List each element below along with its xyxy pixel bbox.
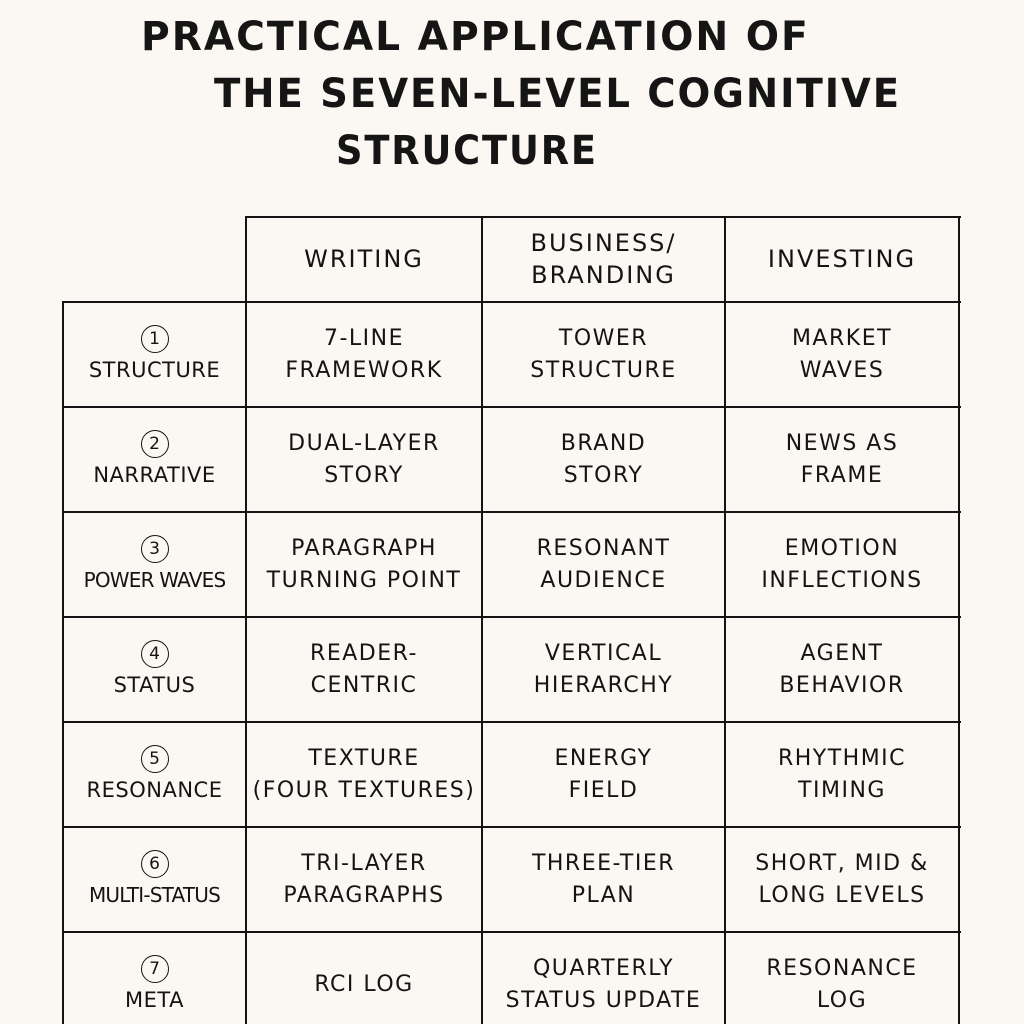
level-name: POWER WAVES	[83, 568, 226, 592]
table-cell	[246, 407, 482, 512]
level-number-badge: 1	[141, 325, 169, 353]
cell-text: FRAME	[800, 462, 884, 488]
row-header	[63, 617, 246, 722]
cell-text: RCI LOG	[314, 971, 414, 997]
table-cell	[725, 827, 959, 932]
cell-text: RHYTHMIC	[777, 745, 907, 771]
cell-text: 7-LINE	[323, 325, 405, 351]
cell-text: STRUCTURE	[530, 357, 677, 383]
table-cell	[725, 302, 959, 407]
table-cell	[725, 512, 959, 617]
cell-text: STORY	[324, 462, 404, 488]
title-line-2: THE SEVEN-LEVEL COGNITIVE	[214, 71, 902, 117]
level-number-badge: 6	[141, 850, 169, 878]
cell-text: VERTICAL	[544, 640, 663, 666]
row-header	[63, 722, 246, 827]
level-name: RESONANCE	[86, 778, 223, 802]
cell-text: HIERARCHY	[533, 672, 674, 698]
column-header	[725, 216, 959, 302]
table-cell	[482, 617, 725, 722]
cell-text: (FOUR TEXTURES)	[252, 777, 476, 803]
title-line-1: PRACTICAL APPLICATION OF	[141, 14, 810, 60]
table-cell	[246, 932, 482, 1024]
cell-text: PLAN	[571, 882, 636, 908]
title-line-3: STRUCTURE	[336, 128, 598, 174]
cell-text: PARAGRAPH	[291, 535, 437, 561]
table-cell	[246, 512, 482, 617]
level-number-badge: 3	[141, 535, 169, 563]
table-cell	[246, 722, 482, 827]
cell-text: EMOTION	[784, 535, 900, 561]
cell-text: LONG LEVELS	[758, 882, 926, 908]
table-cell	[725, 407, 959, 512]
level-name: MULTI-STATUS	[88, 883, 221, 907]
cell-text: BEHAVIOR	[779, 672, 905, 698]
cell-text: SHORT, MID &	[755, 850, 929, 876]
cell-text: TURNING POINT	[266, 567, 462, 593]
column-header-text: BRANDING	[531, 261, 676, 289]
cell-text: QUARTERLY	[532, 955, 675, 981]
table-cell	[246, 827, 482, 932]
table-cell	[482, 512, 725, 617]
row-header	[63, 302, 246, 407]
cell-text: THREE-TIER	[531, 850, 676, 876]
cell-text: LOG	[816, 987, 868, 1013]
cell-text: DUAL-LAYER	[288, 430, 440, 456]
cell-text: TOWER	[558, 325, 649, 351]
column-header-text: WRITING	[304, 245, 424, 273]
cell-text: MARKET	[791, 325, 893, 351]
level-name: STATUS	[113, 673, 196, 697]
table-cell	[725, 617, 959, 722]
table-cell	[246, 302, 482, 407]
column-header-text: INVESTING	[767, 245, 917, 273]
table-cell	[482, 722, 725, 827]
level-number-badge: 4	[141, 640, 169, 668]
cell-text: FRAMEWORK	[285, 357, 443, 383]
table-cell	[725, 722, 959, 827]
cell-text: TIMING	[798, 777, 886, 803]
cell-text: BRAND	[560, 430, 647, 456]
cell-text: CENTRIC	[310, 672, 418, 698]
cell-text: PARAGRAPHS	[283, 882, 445, 908]
cell-text: WAVES	[799, 357, 885, 383]
cell-text: AGENT	[800, 640, 884, 666]
level-number-badge: 7	[141, 955, 169, 983]
cell-text: READER-	[310, 640, 418, 666]
cell-text: STORY	[563, 462, 644, 488]
table-cell	[482, 827, 725, 932]
cell-text: AUDIENCE	[540, 567, 667, 593]
table-cell	[482, 932, 725, 1024]
table-cell	[482, 302, 725, 407]
level-name: NARRATIVE	[93, 463, 216, 487]
cell-text: INFLECTIONS	[761, 567, 923, 593]
table-cell	[725, 932, 959, 1024]
cell-text: FIELD	[568, 777, 639, 803]
column-header	[482, 216, 725, 302]
level-number-badge: 5	[141, 745, 169, 773]
cell-text: RESONANT	[536, 535, 671, 561]
column-header-text: BUSINESS/	[530, 229, 677, 257]
level-number-badge: 2	[141, 430, 169, 458]
column-header	[246, 216, 482, 302]
table-cell	[246, 617, 482, 722]
level-name: META	[125, 988, 184, 1012]
row-header	[63, 827, 246, 932]
cell-text: ENERGY	[554, 745, 653, 771]
row-header	[63, 407, 246, 512]
cell-text: STATUS UPDATE	[505, 987, 702, 1013]
cell-text: TEXTURE	[308, 745, 420, 771]
level-name: STRUCTURE	[88, 358, 221, 382]
cell-text: NEWS AS	[785, 430, 899, 456]
cell-text: TRI-LAYER	[301, 850, 427, 876]
cell-text: RESONANCE	[766, 955, 918, 981]
row-header	[63, 932, 246, 1024]
table-cell	[482, 407, 725, 512]
row-header	[63, 512, 246, 617]
